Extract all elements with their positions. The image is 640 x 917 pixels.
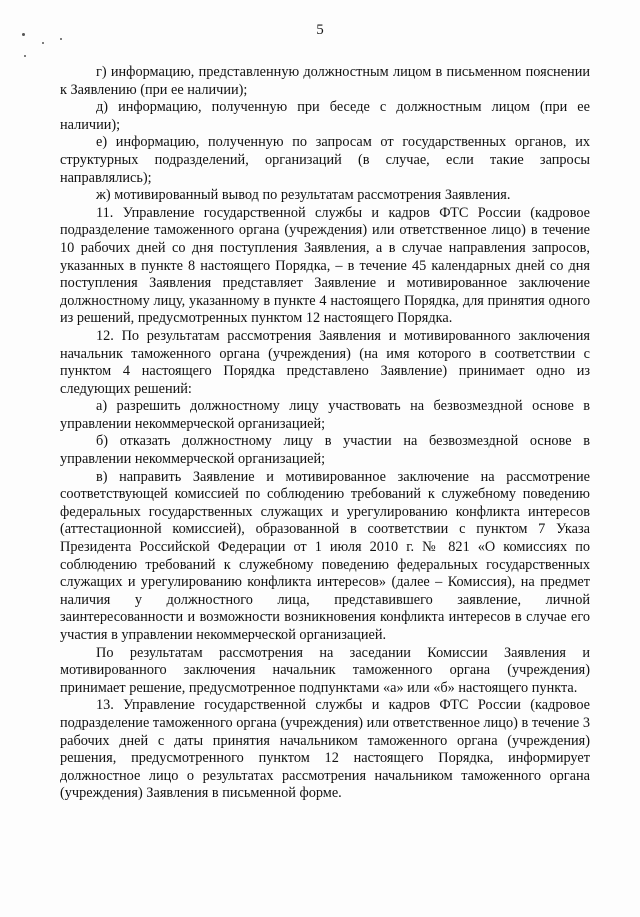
paragraph-clause-12: 12. По результатам рассмотрения Заявления и мотивированного заключения начальник таможенного органа (учреждения) (на имя которого в соответствии с пунктом 4 настоящего Порядка представлено Заявление) принимает одно из следующих решений: bbox=[60, 327, 590, 397]
paragraph-item-a: а) разрешить должностному лицу участвовать на безвозмездной основе в управлении некоммерческой организацией; bbox=[60, 398, 590, 432]
paragraph-item-e: е) информацию, полученную по запросам от государственных органов, их структурных подразделений, организаций (в случае, если такие запросы направлялись); bbox=[60, 134, 590, 186]
paragraph-commission-decision: По результатам рассмотрения на заседании Комиссии Заявления и мотивированного заключения начальник таможенного органа (учреждения) принимает решение, предусмотренное подпунктами «а» или «б» настоящего пункта. bbox=[60, 644, 590, 696]
scan-speck bbox=[42, 42, 44, 44]
page-number: 5 bbox=[316, 22, 324, 38]
paragraph-item-v: в) направить Заявление и мотивированное заключение на рассмотрение соответствующей комиссией по соблюдению требований к служебному поведению федеральных государственных служащих и урегулированию конфликта интересов (аттестационной комиссией), образованной в соответствии с пунктом 7 Указа Президента Российской Федерации от 1 июля 2010 г. № 821 «О комиссиях по соблюдению требований к служебному поведению федеральных государственных служащих и урегулированию конфликта интересов» (далее – Комиссия), на предмет наличия у должностного лица, представившего заявление, личной заинтересованности и возможности возникновения конфликта интересов в случае его участия в управлении некоммерческой организацией. bbox=[60, 468, 590, 643]
paragraph-item-zh: ж) мотивированный вывод по результатам рассмотрения Заявления. bbox=[96, 187, 511, 204]
paragraph-clause-13: 13. Управление государственной службы и кадров ФТС России (кадровое подразделение таможенного органа (учреждения) или ответственное лицо) в течение 3 рабочих дней с даты принятия начальником таможенного органа (учреждения) решения, предусмотренного пунктом 12 настоящего Порядка, информирует должностное лицо о результатах рассмотрения начальником таможенного органа (учреждения) Заявления в письменной форме. bbox=[60, 697, 590, 802]
scan-speck bbox=[24, 55, 26, 57]
paragraph-clause-11: 11. Управление государственной службы и кадров ФТС России (кадровое подразделение таможенного органа (учреждения) или ответственное лицо) в течение 10 рабочих дней со дня поступления Заявления, а в случае направления запросов, указанных в пункте 8 настоящего Порядка, – в течение 45 календарных дней со дня поступления Заявления представляет Заявление и мотивированное заключение должностному лицу, указанному в пункте 4 настоящего Порядка, для принятия одного из решений, предусмотренных пунктом 12 настоящего Порядка. bbox=[60, 204, 590, 327]
paragraph-item-g: г) информацию, представленную должностным лицом в письменном пояснении к Заявлению (при ее наличии); bbox=[60, 64, 590, 98]
document-body bbox=[60, 64, 590, 803]
paragraph-item-d: д) информацию, полученную при беседе с должностным лицом (при ее наличии); bbox=[60, 99, 590, 133]
paragraph-item-b: б) отказать должностному лицу в участии на безвозмездной основе в управлении некоммерческой организацией; bbox=[60, 433, 590, 468]
